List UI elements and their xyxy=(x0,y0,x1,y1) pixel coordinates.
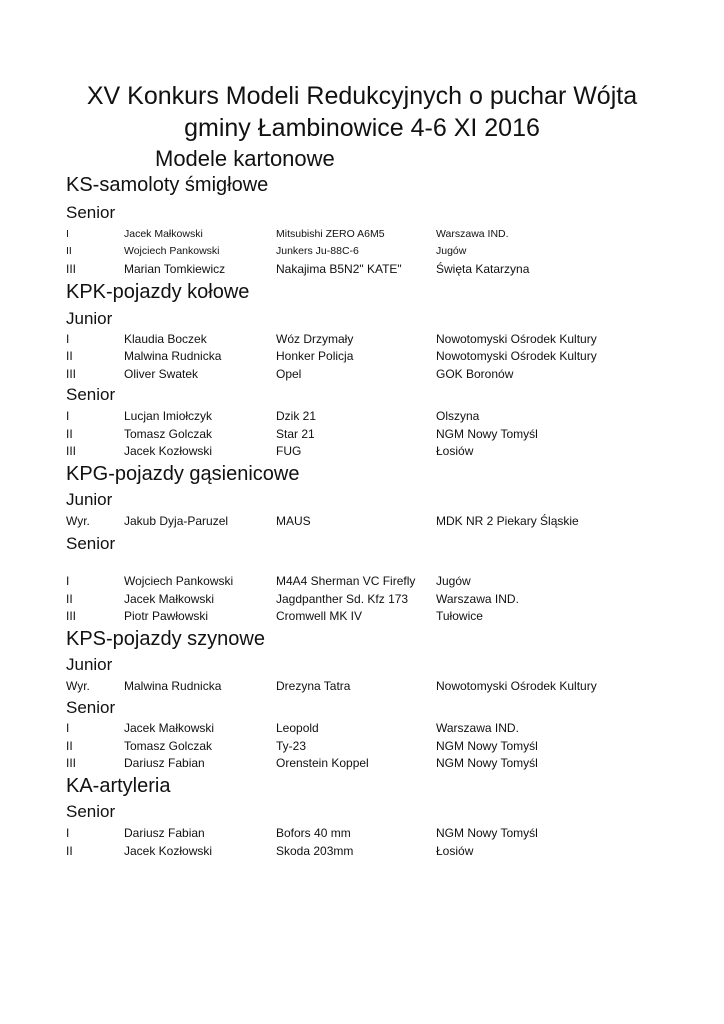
model-cell: Junkers Ju-88C-6 xyxy=(276,245,359,257)
table-row xyxy=(0,245,724,261)
table-row xyxy=(0,826,724,842)
club-cell: Tułowice xyxy=(436,609,483,623)
place-cell: III xyxy=(66,756,77,770)
table-row xyxy=(0,409,724,425)
club-cell: NGM Nowy Tomyśl xyxy=(436,756,538,770)
subtitle: Modele kartonowe xyxy=(155,146,335,171)
model-cell: Dzik 21 xyxy=(276,409,317,423)
name-cell: Jacek Kozłowski xyxy=(124,444,213,458)
table-row xyxy=(0,444,724,460)
model-cell: Ty-23 xyxy=(276,739,307,753)
table-row xyxy=(0,592,724,608)
place-cell: III xyxy=(66,609,77,623)
club-cell: Łosiów xyxy=(436,444,474,458)
table-row xyxy=(0,427,724,443)
model-cell: MAUS xyxy=(276,514,311,528)
table-row xyxy=(0,574,724,590)
club-cell: Jugów xyxy=(436,574,471,588)
name-cell: Dariusz Fabian xyxy=(124,756,205,770)
club-cell: Nowotomyski Ośrodek Kultury xyxy=(436,332,597,346)
table-row xyxy=(0,844,724,860)
model-cell: Bofors 40 mm xyxy=(276,826,351,840)
place-cell: III xyxy=(66,367,77,381)
model-cell: Honker Policja xyxy=(276,349,354,363)
place-cell: II xyxy=(66,739,73,753)
club-cell: Jugów xyxy=(436,245,467,257)
category-heading: KPK-pojazdy kołowe xyxy=(66,281,250,303)
club-cell: Święta Katarzyna xyxy=(436,262,530,276)
place-cell: III xyxy=(66,262,77,276)
name-cell: Jacek Kozłowski xyxy=(124,844,213,858)
club-cell: NGM Nowy Tomyśl xyxy=(436,739,538,753)
place-cell: Wyr. xyxy=(66,679,90,693)
level-heading: Senior xyxy=(66,534,116,553)
model-cell: Cromwell MK IV xyxy=(276,609,363,623)
place-cell: I xyxy=(66,409,70,423)
place-cell: I xyxy=(66,574,70,588)
table-row xyxy=(0,609,724,625)
model-cell: Jagdpanther Sd. Kfz 173 xyxy=(276,592,409,606)
table-row xyxy=(0,332,724,348)
place-cell: Wyr. xyxy=(66,514,90,528)
club-cell: Warszawa IND. xyxy=(436,228,509,240)
club-cell: Olszyna xyxy=(436,409,480,423)
model-cell: Orenstein Koppel xyxy=(276,756,369,770)
club-cell: Warszawa IND. xyxy=(436,721,519,735)
place-cell: III xyxy=(66,444,77,458)
name-cell: Tomasz Golczak xyxy=(124,427,213,441)
name-cell: Jacek Małkowski xyxy=(124,721,215,735)
name-cell: Jacek Małkowski xyxy=(124,228,203,240)
club-cell: Nowotomyski Ośrodek Kultury xyxy=(436,679,597,693)
model-cell: Drezyna Tatra xyxy=(276,679,351,693)
category-heading: KPS-pojazdy szynowe xyxy=(66,628,265,650)
club-cell: MDK NR 2 Piekary Śląskie xyxy=(436,514,579,528)
category-heading: KA-artyleria xyxy=(66,775,171,797)
level-heading: Senior xyxy=(66,698,116,717)
name-cell: Dariusz Fabian xyxy=(124,826,205,840)
club-cell: NGM Nowy Tomyśl xyxy=(436,826,538,840)
page-title xyxy=(0,80,724,144)
name-cell: Jakub Dyja-Paruzel xyxy=(124,514,229,528)
place-cell: I xyxy=(66,826,70,840)
model-cell: Wóz Drzymały xyxy=(276,332,354,346)
level-heading: Junior xyxy=(66,655,113,674)
place-cell: II xyxy=(66,427,73,441)
place-cell: I xyxy=(66,721,70,735)
level-heading: Junior xyxy=(66,490,113,509)
title-line-2: gminy Łambinowice 4-6 XI 2016 xyxy=(184,114,540,142)
club-cell: NGM Nowy Tomyśl xyxy=(436,427,538,441)
model-cell: FUG xyxy=(276,444,302,458)
name-cell: Malwina Rudnicka xyxy=(124,679,222,693)
name-cell: Oliver Swatek xyxy=(124,367,199,381)
name-cell: Malwina Rudnicka xyxy=(124,349,222,363)
place-cell: II xyxy=(66,349,73,363)
name-cell: Wojciech Pankowski xyxy=(124,574,234,588)
model-cell: M4A4 Sherman VC Firefly xyxy=(276,574,416,588)
model-cell: Skoda 203mm xyxy=(276,844,354,858)
table-row xyxy=(0,262,724,278)
table-row xyxy=(0,514,724,530)
place-cell: II xyxy=(66,844,73,858)
title-line-1: XV Konkurs Modeli Redukcyjnych o puchar Wójta xyxy=(86,82,638,110)
place-cell: II xyxy=(66,245,72,257)
table-row xyxy=(0,367,724,383)
model-cell: Leopold xyxy=(276,721,319,735)
club-cell: Nowotomyski Ośrodek Kultury xyxy=(436,349,597,363)
name-cell: Marian Tomkiewicz xyxy=(124,262,226,276)
name-cell: Jacek Małkowski xyxy=(124,592,215,606)
name-cell: Lucjan Imiołczyk xyxy=(124,409,213,423)
category-heading: KPG-pojazdy gąsienicowe xyxy=(66,463,300,485)
model-cell: Nakajima B5N2" KATE" xyxy=(276,262,402,276)
model-cell: Star 21 xyxy=(276,427,315,441)
table-row xyxy=(0,228,724,244)
table-row xyxy=(0,721,724,737)
place-cell: I xyxy=(66,228,69,240)
level-heading: Junior xyxy=(66,309,113,328)
club-cell: Warszawa IND. xyxy=(436,592,519,606)
level-heading: Senior xyxy=(66,385,116,404)
table-row xyxy=(0,679,724,695)
club-cell: GOK Boronów xyxy=(436,367,514,381)
name-cell: Piotr Pawłowski xyxy=(124,609,209,623)
model-cell: Opel xyxy=(276,367,302,381)
level-heading: Senior xyxy=(66,802,116,821)
place-cell: I xyxy=(66,332,70,346)
place-cell: II xyxy=(66,592,73,606)
name-cell: Wojciech Pankowski xyxy=(124,245,220,257)
club-cell: Łosiów xyxy=(436,844,474,858)
name-cell: Tomasz Golczak xyxy=(124,739,213,753)
model-cell: Mitsubishi ZERO A6M5 xyxy=(276,228,385,240)
category-heading: KS-samoloty śmigłowe xyxy=(66,174,269,196)
table-row xyxy=(0,349,724,365)
name-cell: Klaudia Boczek xyxy=(124,332,207,346)
level-heading: Senior xyxy=(66,203,116,222)
table-row xyxy=(0,756,724,772)
table-row xyxy=(0,739,724,755)
